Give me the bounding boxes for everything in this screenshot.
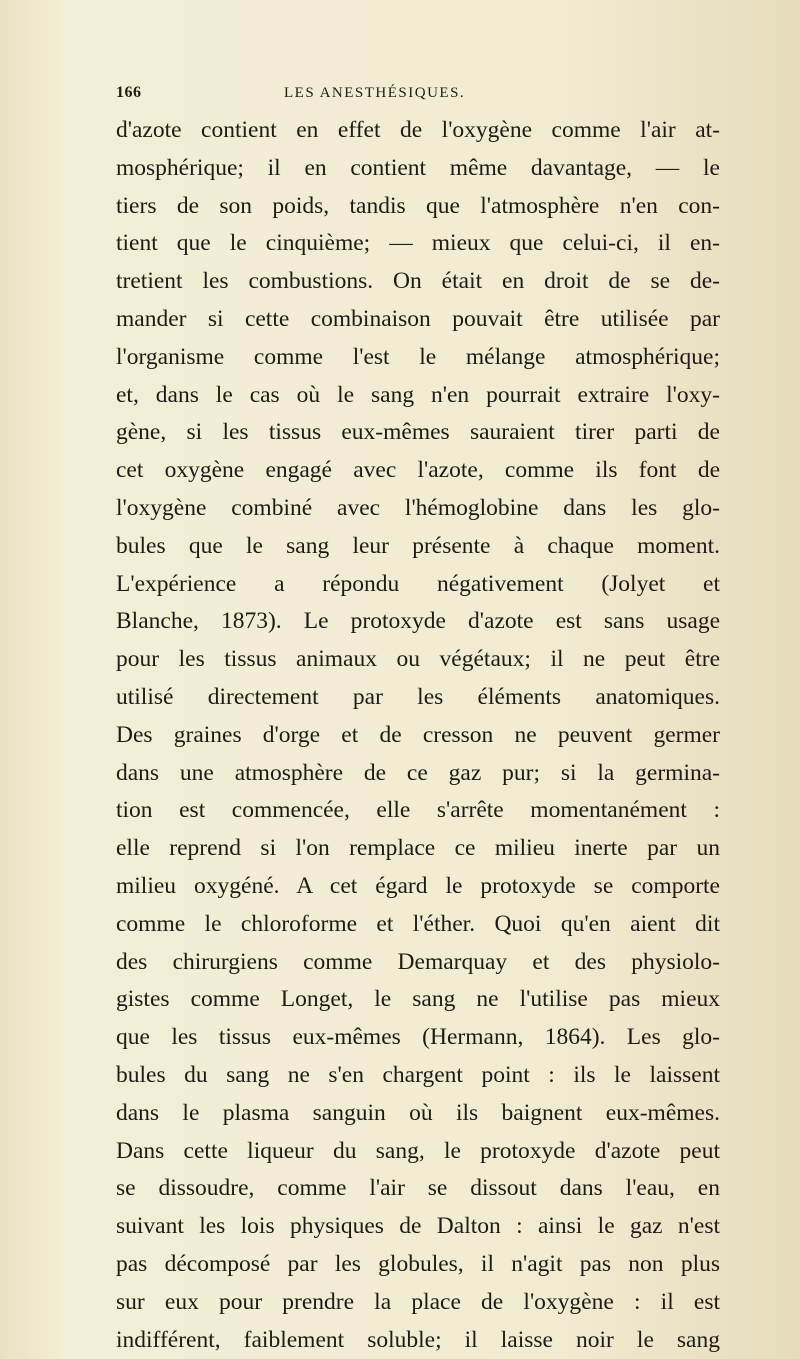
text-line: l'organisme comme l'est le mélange atmosphérique;: [116, 339, 720, 377]
text-line: dans une atmosphère de ce gaz pur; si la germina-: [116, 755, 720, 793]
text-line: cet oxygène engagé avec l'azote, comme ils font de: [116, 452, 720, 490]
text-line: gène, si les tissus eux-mêmes sauraient tirer parti de: [116, 414, 720, 452]
text-line: L'expérience a répondu négativement (Jolyet et: [116, 566, 720, 604]
text-line: d'azote contient en effet de l'oxygène comme l'air at-: [116, 112, 720, 150]
text-line: mosphérique; il en contient même davantage, — le: [116, 150, 720, 188]
text-line: utilisé directement par les éléments anatomiques.: [116, 679, 720, 717]
text-line: milieu oxygéné. A cet égard le protoxyde se comporte: [116, 868, 720, 906]
text-line: tretient les combustions. On était en droit de se de-: [116, 263, 720, 301]
text-line: Dans cette liqueur du sang, le protoxyde d'azote peut: [116, 1133, 720, 1171]
running-head: [116, 84, 720, 106]
text-line: tient que le cinquième; — mieux que celui-ci, il en-: [116, 225, 720, 263]
text-line: que les tissus eux-mêmes (Hermann, 1864). Les glo-: [116, 1019, 720, 1057]
text-line: se dissoudre, comme l'air se dissout dans l'eau, en: [116, 1170, 720, 1208]
text-line: bules que le sang leur présente à chaque moment.: [116, 528, 720, 566]
text-line: pas décomposé par les globules, il n'agit pas non plus: [116, 1246, 720, 1284]
running-title: LES ANESTHÉSIQUES.: [284, 85, 465, 102]
text-line: mander si cette combinaison pouvait être utilisée par: [116, 301, 720, 339]
text-line: gistes comme Longet, le sang ne l'utilise pas mieux: [116, 981, 720, 1019]
text-line: suivant les lois physiques de Dalton : ainsi le gaz n'est: [116, 1208, 720, 1246]
body-text: [116, 112, 720, 1359]
text-line: elle reprend si l'on remplace ce milieu inerte par un: [116, 830, 720, 868]
text-line: l'oxygène combiné avec l'hémoglobine dans les glo-: [116, 490, 720, 528]
text-line: dans le plasma sanguin où ils baignent eux-mêmes.: [116, 1095, 720, 1133]
text-line: tiers de son poids, tandis que l'atmosphère n'en con-: [116, 188, 720, 226]
text-line: Blanche, 1873). Le protoxyde d'azote est sans usage: [116, 603, 720, 641]
text-line: indifférent, faiblement soluble; il laisse noir le sang: [116, 1322, 720, 1359]
page-number: 166: [116, 84, 186, 102]
text-line: pour les tissus animaux ou végétaux; il ne peut être: [116, 641, 720, 679]
text-line: des chirurgiens comme Demarquay et des physiolo-: [116, 944, 720, 982]
text-line: tion est commencée, elle s'arrête momentanément :: [116, 792, 720, 830]
text-line: bules du sang ne s'en chargent point : ils le laissent: [116, 1057, 720, 1095]
text-line: sur eux pour prendre la place de l'oxygène : il est: [116, 1284, 720, 1322]
text-line: comme le chloroforme et l'éther. Quoi qu'en aient dit: [116, 906, 720, 944]
text-line: et, dans le cas où le sang n'en pourrait extraire l'oxy-: [116, 377, 720, 415]
text-line: Des graines d'orge et de cresson ne peuvent germer: [116, 717, 720, 755]
